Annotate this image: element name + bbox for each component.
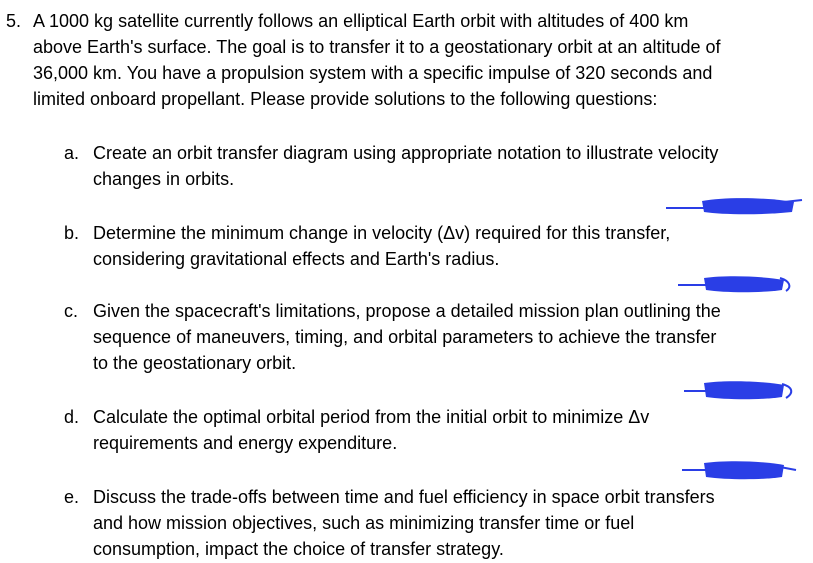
part-c-label: c. <box>64 301 79 321</box>
part-c-line-2: sequence of maneuvers, timing, and orbital parameters to achieve the transfer <box>93 327 717 347</box>
question-stem-line-3: 36,000 km. You have a propulsion system with a specific impulse of 320 seconds and <box>33 63 713 83</box>
part-b-line-2: considering gravitational effects and Earth's radius. <box>93 249 500 269</box>
redaction-mark <box>682 378 797 402</box>
question-stem-line-2: above Earth's surface. The goal is to transfer it to a geostationary orbit at an altitude of <box>33 37 721 57</box>
part-e-line-3: consumption, impact the choice of transfer strategy. <box>93 539 504 559</box>
part-e-line-2: and how mission objectives, such as minimizing transfer time or fuel <box>93 513 635 533</box>
part-a-line-2: changes in orbits. <box>93 169 235 189</box>
part-d-line-2: requirements and energy expenditure. <box>93 433 398 453</box>
part-a-label: a. <box>64 143 80 163</box>
redaction-mark <box>680 458 800 482</box>
part-e-label: e. <box>64 487 80 507</box>
part-c-line-1: Given the spacecraft's limitations, propose a detailed mission plan outlining the <box>93 301 721 321</box>
part-d-label: d. <box>64 407 80 427</box>
question-number: 5. <box>6 11 22 31</box>
part-a-line-1: Create an orbit transfer diagram using appropriate notation to illustrate velocity <box>93 143 719 163</box>
part-b-line-1: Determine the minimum change in velocity (Δv) required for this transfer, <box>93 223 671 243</box>
question-stem-line-1: A 1000 kg satellite currently follows an elliptical Earth orbit with altitudes of 400 km <box>33 11 689 31</box>
redaction-mark <box>676 273 796 295</box>
part-d-line-1: Calculate the optimal orbital period from the initial orbit to minimize Δv <box>93 407 650 427</box>
part-c-line-3: to the geostationary orbit. <box>93 353 297 373</box>
part-e-line-1: Discuss the trade-offs between time and fuel efficiency in space orbit transfers <box>93 487 715 507</box>
part-b-label: b. <box>64 223 80 243</box>
question-stem-line-4: limited onboard propellant. Please provide solutions to the following questions: <box>33 89 658 109</box>
redaction-mark <box>664 193 804 217</box>
